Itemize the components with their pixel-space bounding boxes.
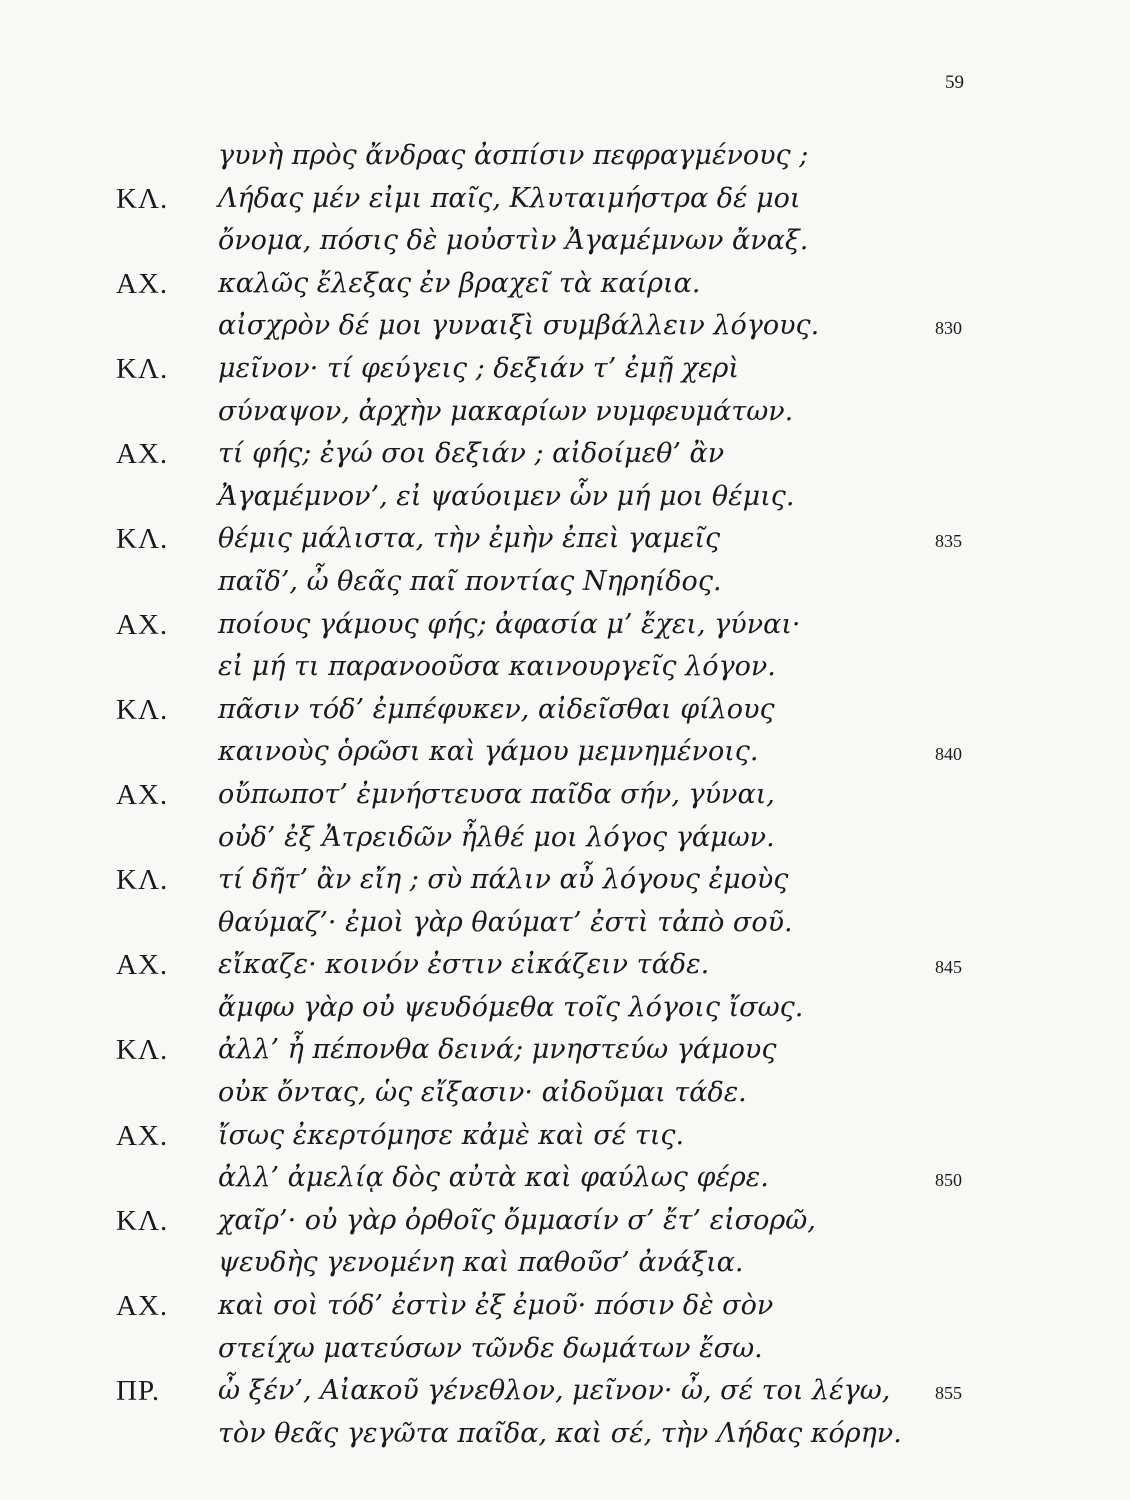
verse-block (0, 140, 1130, 1460)
speaker-label: ΑΧ. (116, 438, 169, 471)
speaker-label: ΚΛ. (116, 523, 169, 556)
speaker-label: ΚΛ. (116, 864, 169, 897)
verse-text: ποίους γάμους φής; ἀφασία μ’ ἔχει, γύναι· (218, 608, 801, 640)
speaker-label: ΚΛ. (116, 352, 169, 385)
verse-line (0, 1375, 1130, 1418)
verse-text: ψευδὴς γενομένη καὶ παθοῦσ’ ἀνάξια. (218, 1247, 744, 1279)
verse-line (0, 1162, 1130, 1205)
verse-text: πᾶσιν τόδ’ ἐμπέφυκεν, αἰδεῖσθαι φίλους (218, 693, 775, 725)
verse-text: στείχω ματεύσων τῶνδε δωμάτων ἔσω. (218, 1332, 763, 1364)
verse-line (0, 481, 1130, 524)
verse-line (0, 268, 1130, 311)
verse-line (0, 438, 1130, 481)
verse-text: σύναψον, ἀρχὴν μακαρίων νυμφευμάτων. (218, 395, 794, 427)
verse-text: αἰσχρὸν δέ μοι γυναιξὶ συμβάλλειν λόγους. (218, 310, 820, 342)
speaker-label: ΚΛ. (116, 182, 169, 215)
verse-line (0, 736, 1130, 779)
verse-line (0, 1290, 1130, 1333)
speaker-label: ΑΧ. (116, 267, 169, 300)
verse-line (0, 907, 1130, 950)
verse-line (0, 1247, 1130, 1290)
verse-text: μεῖνον· τί φεύγεις ; δεξιάν τ’ ἐμῇ χερὶ (218, 352, 740, 384)
verse-text: καινοὺς ὁρῶσι καὶ γάμου μεμνημένοις. (218, 736, 759, 768)
verse-line (0, 353, 1130, 396)
verse-text: εἰ μή τι παρανοοῦσα καινουργεῖς λόγον. (218, 651, 776, 683)
verse-line (0, 1333, 1130, 1376)
verse-text: οὔπωποτ’ ἐμνήστευσα παῖδα σήν, γύναι, (218, 778, 775, 810)
verse-line (0, 864, 1130, 907)
verse-text: τί δῆτ’ ἂν εἴη ; σὺ πάλιν αὖ λόγους ἐμοὺς (218, 864, 789, 896)
verse-text: θέμις μάλιστα, τὴν ἐμὴν ἐπεὶ γαμεῖς (218, 523, 721, 555)
verse-line (0, 183, 1130, 226)
verse-line (0, 651, 1130, 694)
verse-text: γυνὴ πρὸς ἄνδρας ἀσπίσιν πεφραγμένους ; (218, 140, 809, 171)
verse-text: ὦ ξέν’, Αἰακοῦ γένεθλον, μεῖνον· ὦ, σέ τοι λέγω, (218, 1375, 891, 1407)
line-number: 840 (935, 744, 962, 765)
verse-line (0, 310, 1130, 353)
speaker-label: ΑΧ. (116, 778, 169, 811)
verse-text: Λήδας μέν εἰμι παῖς, Κλυταιμήστρα δέ μοι (218, 182, 801, 214)
verse-line (0, 992, 1130, 1035)
verse-line (0, 1034, 1130, 1077)
verse-line (0, 225, 1130, 268)
verse-line (0, 694, 1130, 737)
speaker-label: ΑΧ. (116, 1290, 169, 1323)
line-number: 830 (935, 318, 962, 339)
speaker-label: ΑΧ. (116, 949, 169, 982)
line-number: 835 (935, 531, 962, 552)
speaker-label: ΑΧ. (116, 1119, 169, 1152)
speaker-label: ΑΧ. (116, 608, 169, 641)
verse-line (0, 779, 1130, 822)
verse-text: οὐδ’ ἐξ Ἀτρειδῶν ἦλθέ μοι λόγος γάμων. (218, 821, 775, 853)
line-number: 845 (935, 957, 962, 978)
verse-line (0, 140, 1130, 183)
verse-text: χαῖρ’· οὐ γὰρ ὀρθοῖς ὄμμασίν σ’ ἔτ’ εἰσορῶ, (218, 1204, 816, 1236)
verse-text: εἴκαζε· κοινόν ἐστιν εἰκάζειν τάδε. (218, 949, 710, 981)
verse-text: ἀλλ’ ἦ πέπονθα δεινά; μνηστεύω γάμους (218, 1034, 777, 1066)
verse-text: θαύμαζ’· ἐμοὶ γὰρ θαύματ’ ἐστὶ τἀπὸ σοῦ. (218, 906, 793, 938)
verse-text: ἄμφω γὰρ οὐ ψευδόμεθα τοῖς λόγοις ἴσως. (218, 991, 804, 1023)
verse-text: καὶ σοὶ τόδ’ ἐστὶν ἐξ ἐμοῦ· πόσιν δὲ σὸν (218, 1290, 774, 1322)
speaker-label: ΚΛ. (116, 693, 169, 726)
verse-text: ἴσως ἐκερτόμησε κἀμὲ καὶ σέ τις. (218, 1119, 685, 1151)
verse-line (0, 1205, 1130, 1248)
verse-text: Ἀγαμέμνον’, εἰ ψαύοιμεν ὧν μή μοι θέμις. (218, 480, 795, 512)
verse-text: οὐκ ὄντας, ὡς εἴξασιν· αἰδοῦμαι τάδε. (218, 1077, 747, 1109)
verse-line (0, 396, 1130, 439)
line-number: 855 (935, 1383, 962, 1404)
verse-text: καλῶς ἔλεξας ἐν βραχεῖ τὰ καίρια. (218, 267, 701, 299)
speaker-label: ΚΛ. (116, 1034, 169, 1067)
verse-text: τὸν θεᾶς γεγῶτα παῖδα, καὶ σέ, τὴν Λήδας κόρην. (218, 1417, 902, 1449)
verse-line (0, 523, 1130, 566)
verse-line (0, 609, 1130, 652)
page-number: 59 (945, 72, 964, 93)
speaker-label: ΚΛ. (116, 1204, 169, 1237)
verse-line (0, 1418, 1130, 1461)
verse-line (0, 949, 1130, 992)
verse-line (0, 1077, 1130, 1120)
speaker-label: ΠΡ. (116, 1375, 161, 1408)
verse-text: ὄνομα, πόσις δὲ μοὐστὶν Ἀγαμέμνων ἄναξ. (218, 225, 809, 257)
verse-line (0, 566, 1130, 609)
verse-line (0, 1120, 1130, 1163)
verse-text: τί φής; ἐγώ σοι δεξιάν ; αἰδοίμεθ’ ἂν (218, 438, 725, 470)
verse-text: παῖδ’, ὦ θεᾶς παῖ ποντίας Νηρηίδος. (218, 565, 722, 597)
verse-line (0, 822, 1130, 865)
line-number: 850 (935, 1170, 962, 1191)
verse-text: ἀλλ’ ἀμελίᾳ δὸς αὐτὰ καὶ φαύλως φέρε. (218, 1162, 769, 1194)
